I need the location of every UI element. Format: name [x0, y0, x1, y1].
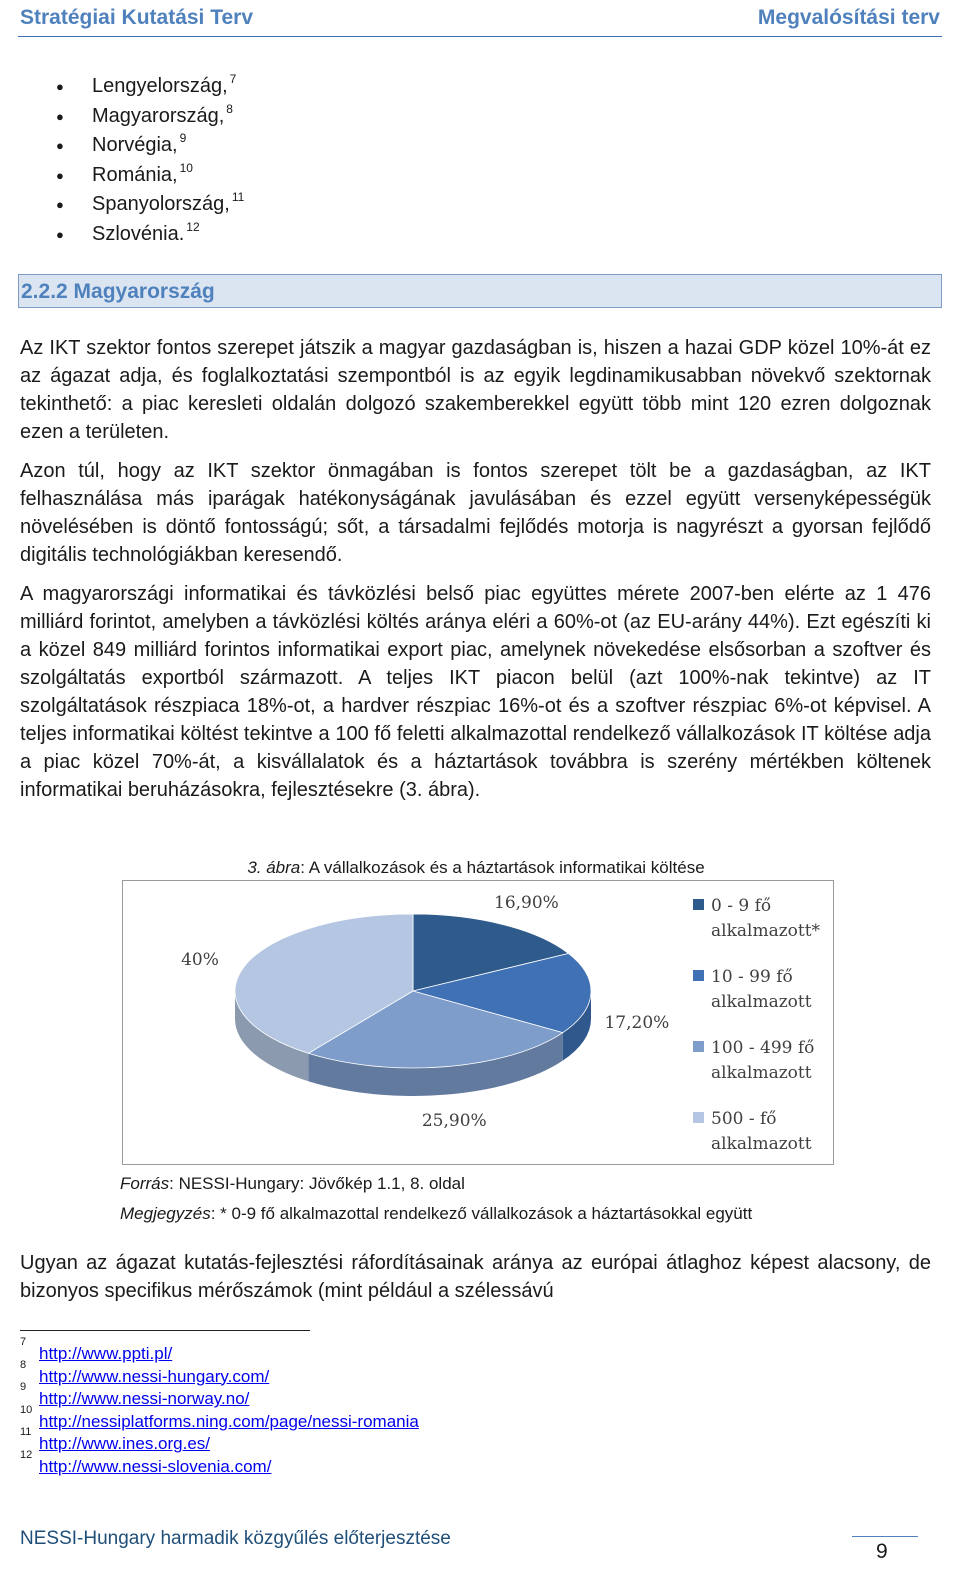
footnote-link[interactable]: http://www.nessi-norway.no/ [39, 1389, 250, 1409]
page-number-rule [852, 1536, 918, 1537]
footnote-ref[interactable]: 9 [179, 131, 187, 146]
legend-label: 100 - 499 fő [711, 1038, 815, 1058]
legend-label: alkalmazott* [711, 921, 821, 941]
pie-data-label: 16,90% [494, 893, 559, 914]
legend-label: 500 - fő [711, 1109, 777, 1129]
footnote-link[interactable]: http://www.nessi-hungary.com/ [39, 1366, 270, 1386]
legend-swatch [693, 970, 704, 981]
footnote-link[interactable]: http://nessiplatforms.ning.com/page/nessi-romania [39, 1411, 419, 1431]
pie-chart [122, 880, 834, 1165]
legend-label: alkalmazott [711, 1063, 812, 1083]
legend-label: 0 - 9 fő [711, 896, 772, 916]
list-item: ● Szlovénia. $^{12}$ [56, 220, 244, 250]
list-item: ● Norvégia, $^9$ [56, 131, 244, 161]
footnote-link[interactable]: http://www.nessi-slovenia.com/ [39, 1456, 272, 1476]
header-title-right: Megvalósítási terv [757, 6, 940, 29]
legend-swatch [693, 1112, 704, 1123]
legend-label: alkalmazott [711, 1134, 812, 1154]
footnote-link[interactable]: http://www.ines.org.es/ [39, 1434, 211, 1454]
footer-text: NESSI-Hungary harmadik közgyűlés előterjesztése [20, 1528, 451, 1549]
section-heading [18, 274, 942, 308]
section-title: 2.2.2 Magyarország [21, 280, 215, 303]
footnote-ref[interactable]: 8 [226, 101, 233, 116]
pie-data-label: 25,90% [421, 1111, 487, 1132]
legend-swatch [693, 899, 704, 910]
legend-label: alkalmazott [711, 992, 812, 1012]
legend-swatch [693, 1041, 704, 1052]
paragraph-1: Az IKT szektor fontos szerepet játszik a magyar gazdaságban is, hiszen a hazai GDP közel 10%-át ez az ágazat adja, és foglalkoztatási szempontból is az egyik legdinamikusabban növekvő szektornak tekinthető: a piac keresleti oldalán dolgozó szakemberekkel együtt több mint 120 ezren dolgoznak ezen a területen. [20, 337, 931, 443]
figure-source: Forrás: NESSI-Hungary: Jövőkép 1.1, 8. oldal [120, 1174, 465, 1193]
footnote-ref[interactable]: 10 [179, 160, 193, 175]
legend-label: 10 - 99 fő [711, 967, 793, 987]
page-header [18, 0, 942, 37]
list-item: ● Spanyolország, $^{11}$ [56, 190, 244, 220]
paragraph-3: A magyarországi informatikai és távközlési belső piac együttes mérete 2007-ben elérte az 1 476 milliárd forintot, amelyben a távközlési költés aránya eléri a 60%-ot (az EU-arány 44%). Ezt egészíti ki a közel 849 milliárd forintos informatikai export piac, amelynek növekedése elsősorban a szoftver és szolgáltatás exportból származott. A teljes IKT piacon belül (azt 100%-nak tekintve) az IT szolgáltatások részpiaca 18%-ot, a hardver részpiac 16%-ot és a szoftver részpiac 6%-ot képvisel. A teljes informatikai költést tekintve a 100 fő feletti alkalmazottal rendelkező vállalkozások IT költése adja a piac közel 70%-át, a kisvállalatok és a háztartások továbbra is szerény mértékben költenek informatikai beruházásokra, fejlesztésekre (3. ábra). [20, 583, 931, 801]
footnote-ref[interactable]: 7 [229, 72, 237, 86]
pie-data-label: 40% [181, 950, 219, 971]
list-item: ● Románia, $^{10}$ [56, 161, 244, 191]
paragraph-4: Ugyan az ágazat kutatás-fejlesztési ráfordításainak aránya az európai átlaghoz képest alacsony, de bizonyos specifikus mérőszámok (mint például a szélessávú [20, 1252, 931, 1302]
footnote-separator [20, 1330, 310, 1331]
list-item: ● Magyarország, $^8$ [56, 102, 244, 132]
pie-data-label: 17,20% [604, 1013, 670, 1034]
header-title-left: Stratégiai Kutatási Terv [20, 6, 254, 29]
footnote-ref[interactable]: 12 [186, 219, 200, 234]
country-list [56, 72, 244, 250]
list-item: ● Lengyelország, $^7$ [56, 72, 244, 102]
footnote-link[interactable]: http://www.ppti.pl/ [39, 1344, 173, 1363]
footnote-ref[interactable]: 11 [231, 190, 245, 205]
pie-chart-canvas [123, 881, 833, 1164]
page-number: 9 [876, 1540, 888, 1563]
paragraph-2: Azon túl, hogy az IKT szektor önmagában is fontos szerepet tölt be a gazdaságban, az IKT felhasználása más iparágak hatékonyságának javulásában és ezzel együtt versenyképességük növelésében is döntő fontosságú; sőt, a társadalmi fejlődés motorja is nagyrészt a gyorsan fejlődő digitális technológiákban keresendő. [20, 460, 931, 566]
figure-caption: 3. ábra: A vállalkozások és a háztartások informatikai költése [247, 858, 705, 877]
figure-note: Megjegyzés: * 0-9 fő alkalmazottal rendelkező vállalkozások a háztartásokkal együtt [120, 1204, 753, 1223]
